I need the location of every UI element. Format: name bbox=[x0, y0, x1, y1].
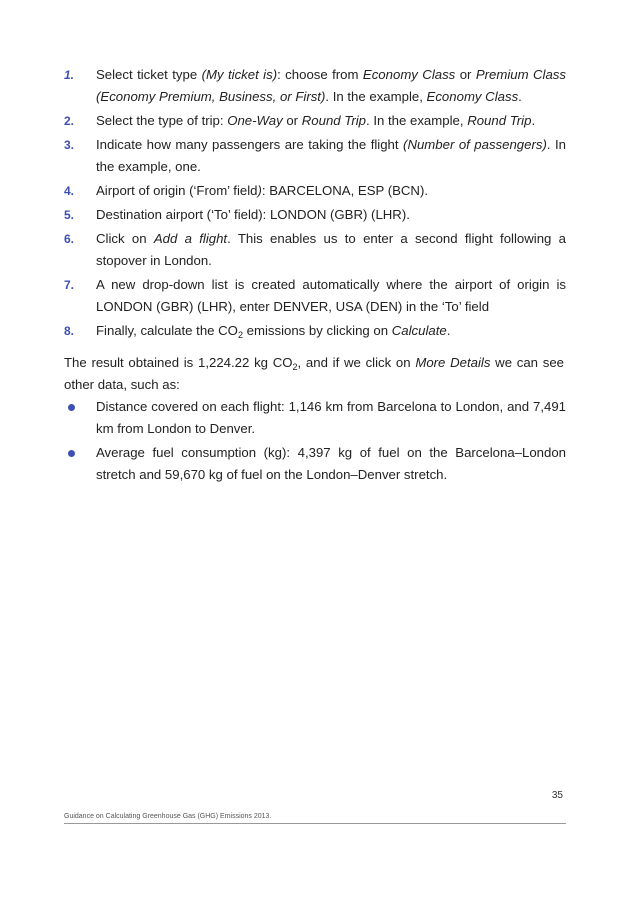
step-text-italic: (My ticket is) bbox=[201, 67, 278, 82]
step-number: 4. bbox=[64, 184, 75, 198]
result-paragraph bbox=[64, 352, 564, 396]
step-text-italic: Add a flight bbox=[153, 231, 228, 246]
step-text: : BARCELONA, ESP (BCN). bbox=[261, 183, 428, 198]
step-text: : choose from bbox=[277, 67, 363, 82]
subscript: 2 bbox=[292, 362, 298, 372]
step-text-italic: One-Way bbox=[227, 113, 283, 128]
steps-list bbox=[64, 64, 566, 344]
page-number: 35 bbox=[551, 790, 563, 801]
step-text: . In the example, bbox=[325, 89, 427, 104]
step-text-italic: Calculate bbox=[391, 323, 447, 338]
step-text-italic: Round Trip bbox=[301, 113, 367, 128]
step-text: Select ticket type bbox=[96, 67, 202, 82]
step-text: Click on bbox=[96, 231, 154, 246]
step-text: emissions by clicking on bbox=[242, 323, 392, 338]
list-item bbox=[64, 320, 566, 342]
step-text: . bbox=[531, 113, 536, 128]
step-text: Destination airport (‘To’ field): LONDON (GBR) (LHR). bbox=[96, 207, 410, 222]
result-text-italic: More Details bbox=[415, 355, 491, 370]
step-number: 2. bbox=[64, 114, 75, 128]
bullet-icon bbox=[68, 404, 75, 411]
list-item bbox=[64, 396, 566, 440]
result-text: The result obtained is 1,224.22 kg CO bbox=[64, 355, 293, 370]
bullet-icon bbox=[68, 450, 75, 457]
step-number: 7. bbox=[64, 278, 75, 292]
bullet-text: Distance covered on each flight: 1,146 km from Barcelona to London, and 7,491 km from London to Denver. bbox=[96, 399, 566, 436]
step-text-italic: ) bbox=[257, 183, 262, 198]
step-text: Select the type of trip: bbox=[96, 113, 228, 128]
step-text: Indicate how many passengers are taking the flight bbox=[96, 137, 404, 152]
step-text: or bbox=[282, 113, 302, 128]
step-text-italic: (Number of passengers) bbox=[403, 137, 547, 152]
step-text-italic: Economy Class bbox=[362, 67, 456, 82]
step-text: Airport of origin (‘From’ field bbox=[96, 183, 258, 198]
list-item bbox=[64, 110, 566, 132]
step-text-italic: Premium Class (Economy Premium, Business, or First) bbox=[96, 67, 566, 104]
step-text: . bbox=[446, 323, 451, 338]
step-text: . In the example, one. bbox=[96, 137, 566, 174]
bullet-text: Average fuel consumption (kg): 4,397 kg of fuel on the Barcelona–London stretch and 59,670 kg of fuel on the London–Denver stretch. bbox=[96, 445, 566, 482]
step-number: 1. bbox=[64, 68, 75, 82]
step-text: . This enables us to enter a second flight following a stopover in London. bbox=[96, 231, 566, 268]
list-item bbox=[64, 442, 566, 486]
list-item bbox=[64, 134, 566, 178]
footer-divider bbox=[64, 823, 566, 824]
list-item bbox=[64, 228, 566, 272]
step-text: A new drop-down list is created automatically where the airport of origin is LONDON (GBR) (LHR), enter DENVER, USA (DEN) in the ‘To’ field bbox=[96, 277, 566, 314]
step-text: . bbox=[518, 89, 522, 104]
details-list bbox=[64, 396, 566, 488]
step-text: Finally, calculate the CO bbox=[96, 323, 238, 338]
result-text: , and if we click on bbox=[297, 355, 416, 370]
step-number: 6. bbox=[64, 232, 75, 246]
step-number: 5. bbox=[64, 208, 75, 222]
step-text-italic: Economy Class bbox=[426, 89, 519, 104]
step-text: or bbox=[455, 67, 476, 82]
result-text: we can see other data, such as: bbox=[64, 355, 565, 392]
step-text-italic: Round Trip bbox=[467, 113, 532, 128]
list-item bbox=[64, 274, 566, 318]
subscript: 2 bbox=[237, 330, 243, 340]
step-number: 8. bbox=[64, 324, 75, 338]
step-number: 3. bbox=[64, 138, 75, 152]
list-item bbox=[64, 180, 566, 202]
list-item bbox=[64, 204, 566, 226]
footer-title: Guidance on Calculating Greenhouse Gas (GHG) Emissions 2013. bbox=[64, 813, 272, 820]
step-text: . In the example, bbox=[366, 113, 468, 128]
list-item bbox=[64, 64, 566, 108]
